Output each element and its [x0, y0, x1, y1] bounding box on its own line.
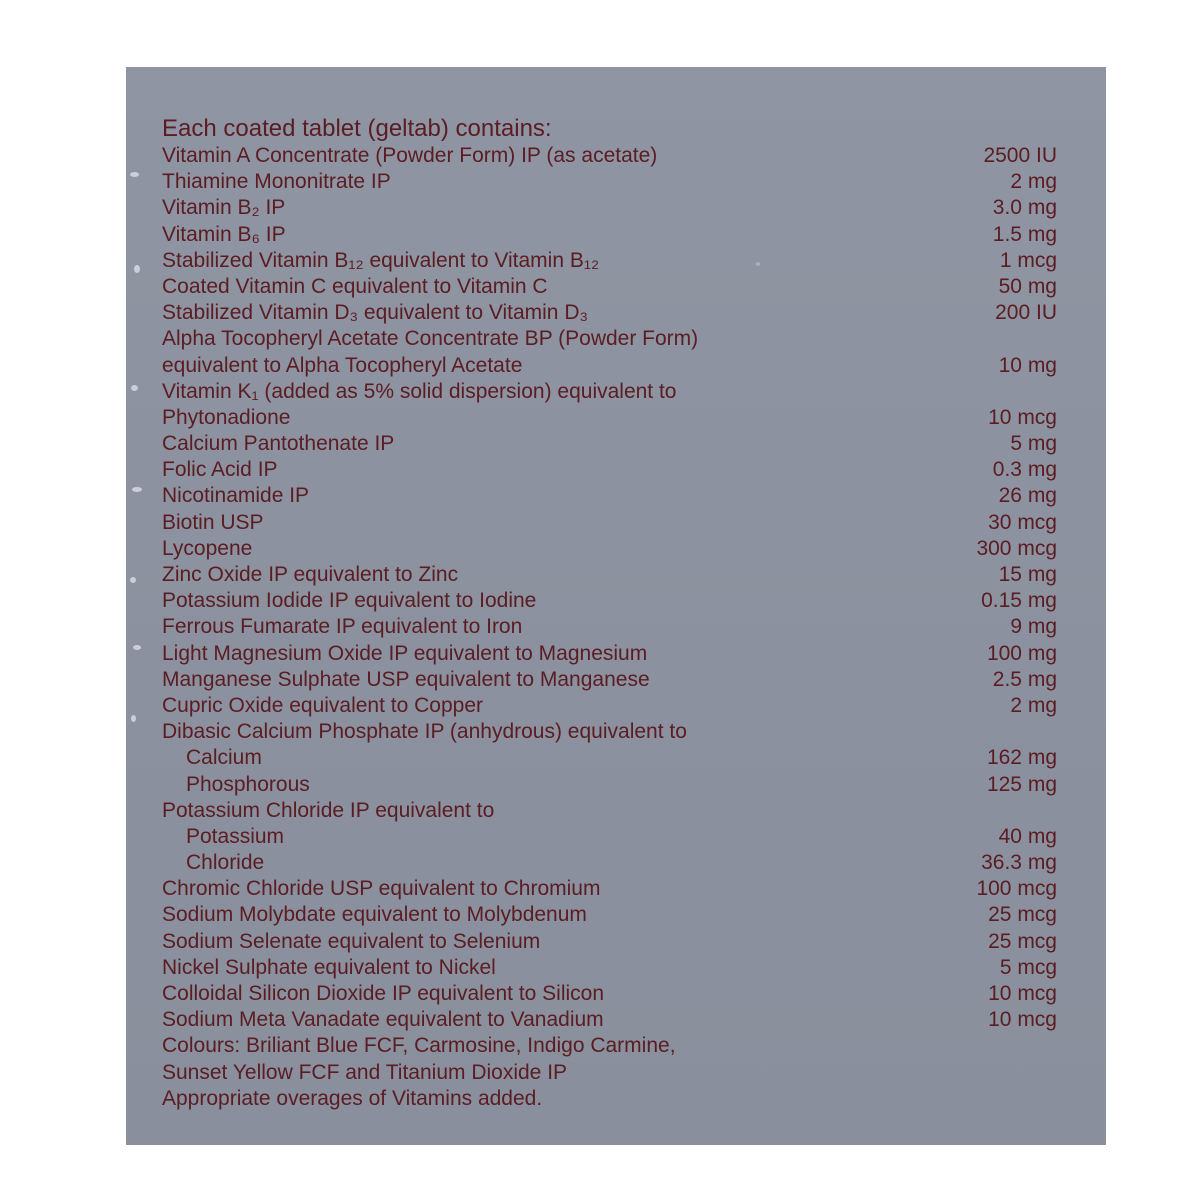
ingredient-amount: 1 mcg — [999, 248, 1057, 272]
ingredient-amount: 5 mg — [1010, 432, 1057, 456]
ingredient-row — [162, 274, 1057, 300]
ingredient-amount: 5 mcg — [999, 955, 1057, 979]
ingredient-amount: 40 mg — [998, 824, 1057, 848]
ingredient-name: Stabilized Vitamin D₃ equivalent to Vitamin D₃ — [162, 301, 589, 325]
ingredient-row — [162, 981, 1057, 1007]
ingredient-amount: 2500 IU — [983, 144, 1057, 167]
print-speck — [130, 172, 139, 177]
ingredient-name: Sodium Molybdate equivalent to Molybdenum — [162, 903, 587, 927]
ingredient-amount: 25 mcg — [988, 903, 1057, 927]
ingredient-amount: 300 mcg — [976, 536, 1057, 560]
ingredient-name: Vitamin K₁ (added as 5% solid dispersion) equivalent to — [162, 379, 677, 403]
ingredient-name: Chromic Chloride USP equivalent to Chromium — [162, 877, 601, 901]
ingredient-row — [162, 929, 1057, 955]
ingredient-row — [162, 955, 1057, 981]
ingredient-row — [162, 143, 1057, 169]
ingredient-row — [162, 798, 1057, 824]
ingredient-name: Colours: Briliant Blue FCF, Carmosine, Indigo Carmine, — [162, 1034, 676, 1058]
ingredient-row — [162, 850, 1057, 876]
ingredient-row — [162, 431, 1057, 457]
ingredient-name: Sunset Yellow FCF and Titanium Dioxide IP — [162, 1060, 568, 1084]
print-speck — [133, 645, 141, 650]
ingredient-amount: 36.3 mg — [981, 851, 1057, 875]
ingredient-row — [162, 876, 1057, 902]
ingredients-block — [162, 115, 1057, 1112]
ingredient-name: Thiamine Mononitrate IP — [162, 170, 391, 194]
ingredient-name: Calcium Pantothenate IP — [162, 432, 395, 456]
print-speck — [134, 265, 140, 273]
ingredient-amount: 0.3 mg — [992, 458, 1057, 482]
ingredient-row — [162, 326, 1057, 352]
ingredient-row — [162, 719, 1057, 745]
ingredient-row — [162, 457, 1057, 483]
ingredient-amount: 50 mg — [998, 274, 1057, 298]
ingredient-row — [162, 300, 1057, 326]
ingredient-amount: 25 mcg — [988, 929, 1057, 953]
ingredient-amount: 3.0 mg — [992, 196, 1057, 220]
ingredient-amount: 2.5 mg — [992, 667, 1057, 691]
ingredient-name: Vitamin B₆ IP — [162, 222, 286, 246]
ingredient-row — [162, 169, 1057, 195]
ingredient-name: Folic Acid IP — [162, 458, 278, 482]
ingredient-row — [162, 614, 1057, 640]
ingredient-name: Lycopene — [162, 536, 253, 560]
ingredient-row — [162, 902, 1057, 928]
ingredient-row — [162, 772, 1057, 798]
ingredient-name: Potassium Chloride IP equivalent to — [162, 798, 495, 822]
print-speck — [131, 385, 138, 391]
ingredient-amount: 2 mg — [1010, 170, 1057, 194]
ingredient-row — [162, 353, 1057, 379]
ingredient-name: Nickel Sulphate equivalent to Nickel — [162, 955, 496, 979]
ingredient-name: Potassium Iodide IP equivalent to Iodine — [162, 589, 537, 613]
ingredient-row — [162, 824, 1057, 850]
ingredient-row — [162, 405, 1057, 431]
ingredient-name: Calcium — [186, 746, 262, 770]
ingredient-amount: 100 mcg — [976, 877, 1057, 901]
ingredient-name: Light Magnesium Oxide IP equivalent to Magnesium — [162, 641, 648, 665]
ingredient-amount: 162 mg — [986, 746, 1057, 770]
ingredient-row — [162, 1007, 1057, 1033]
label-panel — [126, 67, 1106, 1145]
ingredient-name: Sodium Selenate equivalent to Selenium — [162, 929, 541, 953]
ingredient-row — [162, 222, 1057, 248]
ingredient-amount: 10 mg — [998, 353, 1057, 377]
composition-heading: Each coated tablet (geltab) contains: — [162, 115, 552, 142]
ingredient-name: Ferrous Fumarate IP equivalent to Iron — [162, 615, 523, 639]
ingredient-name: Dibasic Calcium Phosphate IP (anhydrous) equivalent to — [162, 720, 687, 744]
ingredient-name: equivalent to Alpha Tocopheryl Acetate — [162, 353, 523, 377]
ingredient-amount: 200 IU — [995, 301, 1057, 325]
ingredient-amount: 125 mg — [986, 772, 1057, 796]
ingredient-name: Phosphorous — [186, 772, 310, 796]
ingredient-row — [162, 745, 1057, 771]
ingredient-name: Phytonadione — [162, 405, 291, 429]
ingredient-amount: 0.15 mg — [981, 589, 1057, 613]
ingredient-name: Alpha Tocopheryl Acetate Concentrate BP (Powder Form) — [162, 327, 699, 351]
ingredient-amount: 15 mg — [998, 563, 1057, 586]
ingredient-row — [162, 379, 1057, 405]
ingredient-amount: 9 mg — [1010, 615, 1057, 639]
print-speck — [130, 577, 136, 583]
print-speck — [132, 487, 142, 492]
ingredient-amount: 10 mcg — [988, 1008, 1057, 1032]
ingredient-name: Vitamin A Concentrate (Powder Form) IP (as acetate) — [162, 144, 658, 167]
ingredient-name: Vitamin B₂ IP — [162, 196, 286, 220]
ingredient-row — [162, 667, 1057, 693]
ingredient-row — [162, 693, 1057, 719]
ingredient-name: Zinc Oxide IP equivalent to Zinc — [162, 563, 459, 586]
ingredient-amount: 10 mcg — [988, 982, 1057, 1005]
print-speck — [131, 715, 136, 722]
ingredient-row — [162, 195, 1057, 221]
ingredient-row — [162, 1086, 1057, 1112]
ingredient-amount: 100 mg — [986, 641, 1057, 665]
ingredient-row — [162, 1060, 1057, 1086]
ingredient-name: Nicotinamide IP — [162, 484, 310, 508]
ingredient-name: Biotin USP — [162, 510, 264, 534]
ingredient-amount: 10 mcg — [988, 405, 1057, 429]
ingredient-name: Cupric Oxide equivalent to Copper — [162, 693, 484, 717]
ingredient-amount: 1.5 mg — [992, 222, 1057, 246]
ingredient-amount: 26 mg — [998, 484, 1057, 508]
ingredient-name: Potassium — [186, 824, 285, 848]
ingredient-name: Manganese Sulphate USP equivalent to Manganese — [162, 667, 650, 691]
ingredient-row — [162, 562, 1057, 588]
ingredient-row — [162, 483, 1057, 509]
ingredient-row — [162, 1033, 1057, 1059]
ingredient-name: Appropriate overages of Vitamins added. — [162, 1086, 543, 1110]
ingredient-row — [162, 248, 1057, 274]
ingredient-list — [162, 143, 1057, 1112]
ingredient-row — [162, 536, 1057, 562]
ingredient-row — [162, 641, 1057, 667]
ingredient-name: Colloidal Silicon Dioxide IP equivalent to Silicon — [162, 982, 605, 1005]
ingredient-amount: 30 mcg — [988, 510, 1057, 534]
ingredient-row — [162, 588, 1057, 614]
ingredient-name: Sodium Meta Vanadate equivalent to Vanadium — [162, 1008, 604, 1032]
ingredient-amount: 2 mg — [1010, 693, 1057, 717]
ingredient-name: Chloride — [186, 851, 265, 875]
ingredient-row — [162, 510, 1057, 536]
ingredient-name: Stabilized Vitamin B₁₂ equivalent to Vitamin B₁₂ — [162, 248, 600, 272]
ingredient-name: Coated Vitamin C equivalent to Vitamin C — [162, 274, 548, 298]
